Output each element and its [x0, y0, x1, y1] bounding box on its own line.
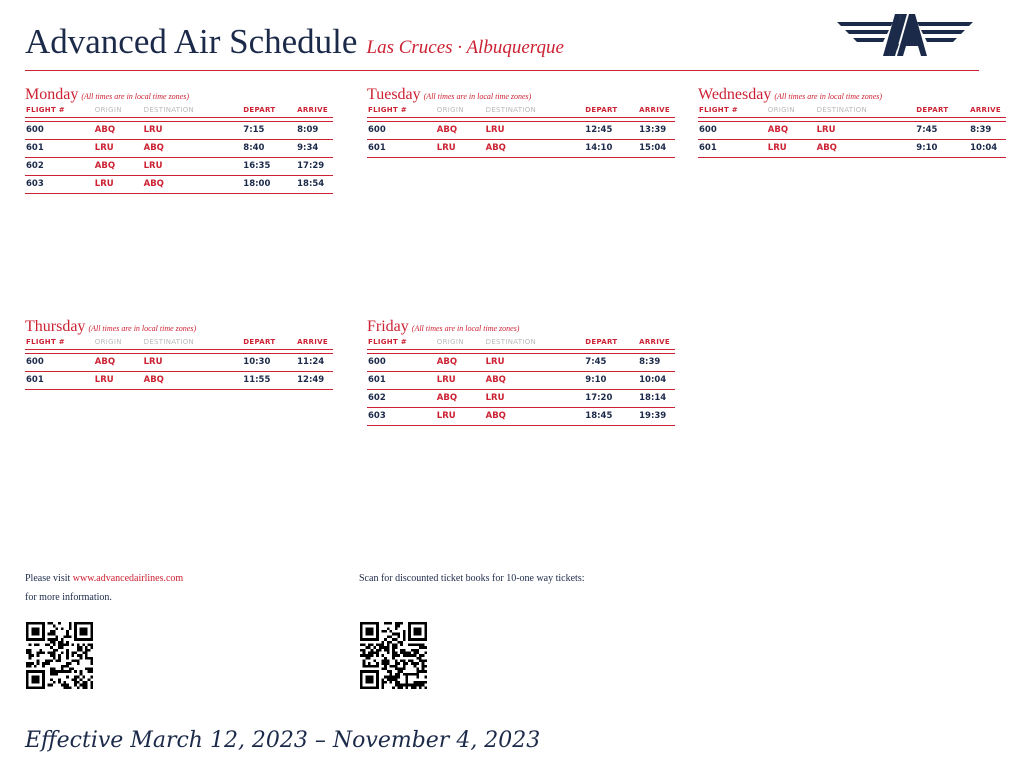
col-arrive: ARRIVE — [970, 106, 1001, 114]
table-row — [25, 140, 333, 158]
col-depart: DEPART — [585, 106, 618, 114]
col-arrive: ARRIVE — [639, 338, 670, 346]
day-name: Tuesday — [367, 86, 421, 103]
depart-time: 14:10 — [585, 143, 613, 153]
col-origin: ORIGIN — [94, 338, 122, 346]
destination: LRU — [143, 125, 163, 135]
table-header — [367, 335, 675, 350]
schedule-wednesday — [698, 84, 1006, 158]
col-origin: ORIGIN — [94, 106, 122, 114]
table-header — [25, 335, 333, 350]
depart-time: 16:35 — [243, 161, 271, 171]
arrive-time: 18:14 — [639, 393, 667, 403]
destination: ABQ — [816, 143, 837, 153]
col-origin: ORIGIN — [436, 338, 464, 346]
table-row — [698, 122, 1006, 140]
flight-rows — [25, 353, 333, 390]
depart-time: 7:45 — [916, 125, 938, 135]
arrive-time: 9:34 — [297, 143, 319, 153]
arrive-time: 19:39 — [639, 411, 667, 421]
flight-number: 600 — [368, 125, 386, 135]
depart-time: 11:55 — [243, 375, 271, 385]
scan-note: Scan for discounted ticket books for 10-one way tickets: — [359, 573, 585, 584]
col-origin: ORIGIN — [436, 106, 464, 114]
time-zone-note: (All times are in local time zones) — [411, 324, 520, 333]
origin: LRU — [436, 411, 456, 421]
destination: ABQ — [143, 143, 164, 153]
origin: LRU — [767, 143, 787, 153]
flight-rows — [698, 121, 1006, 158]
table-row — [367, 354, 675, 372]
depart-time: 18:00 — [243, 179, 271, 189]
visit-suffix: for more information. — [25, 592, 112, 603]
table-row — [698, 140, 1006, 158]
origin: LRU — [436, 375, 456, 385]
title-divider — [25, 70, 979, 71]
destination: LRU — [485, 357, 505, 367]
schedule-thursday — [25, 316, 333, 390]
flight-number: 603 — [26, 179, 44, 189]
table-row — [25, 354, 333, 372]
origin: ABQ — [94, 357, 116, 367]
arrive-time: 17:29 — [297, 161, 325, 171]
arrive-time: 10:04 — [970, 143, 998, 153]
col-depart: DEPART — [916, 106, 949, 114]
depart-time: 7:15 — [243, 125, 265, 135]
table-row — [367, 408, 675, 426]
origin: ABQ — [436, 357, 458, 367]
arrive-time: 8:09 — [297, 125, 319, 135]
col-arrive: ARRIVE — [639, 106, 670, 114]
flight-number: 603 — [368, 411, 386, 421]
time-zone-note: (All times are in local time zones) — [81, 92, 190, 101]
col-destination: DESTINATION — [485, 338, 537, 346]
col-flight: FLIGHT # — [368, 338, 407, 346]
col-destination: DESTINATION — [816, 106, 868, 114]
col-origin: ORIGIN — [767, 106, 795, 114]
flight-number: 602 — [26, 161, 44, 171]
col-flight: FLIGHT # — [699, 106, 738, 114]
depart-time: 7:45 — [585, 357, 607, 367]
effective-dates: Effective March 12, 2023 – November 4, 2023 — [25, 728, 541, 753]
advanced-air-logo-icon — [835, 10, 975, 60]
destination: LRU — [485, 125, 505, 135]
qr-code-ticket-books-icon[interactable] — [360, 622, 427, 689]
col-destination: DESTINATION — [143, 106, 195, 114]
depart-time: 10:30 — [243, 357, 271, 367]
depart-time: 18:45 — [585, 411, 613, 421]
col-flight: FLIGHT # — [26, 338, 65, 346]
table-row — [25, 158, 333, 176]
table-row — [367, 122, 675, 140]
col-flight: FLIGHT # — [368, 106, 407, 114]
destination: ABQ — [143, 375, 164, 385]
origin: ABQ — [94, 161, 116, 171]
arrive-time: 10:04 — [639, 375, 667, 385]
col-arrive: ARRIVE — [297, 106, 328, 114]
table-header — [367, 103, 675, 118]
time-zone-note: (All times are in local time zones) — [88, 324, 197, 333]
time-zone-note: (All times are in local time zones) — [423, 92, 532, 101]
destination: LRU — [143, 357, 163, 367]
depart-time: 8:40 — [243, 143, 265, 153]
origin: ABQ — [94, 125, 116, 135]
depart-time: 17:20 — [585, 393, 613, 403]
destination: ABQ — [485, 411, 506, 421]
flight-number: 600 — [699, 125, 717, 135]
col-flight: FLIGHT # — [26, 106, 65, 114]
origin: LRU — [94, 375, 114, 385]
origin: ABQ — [436, 125, 458, 135]
route-subtitle: Las Cruces · Albuquerque — [366, 37, 564, 58]
qr-code-website-icon[interactable] — [26, 622, 93, 689]
flight-number: 601 — [26, 375, 44, 385]
arrive-time: 8:39 — [970, 125, 992, 135]
day-name: Wednesday — [698, 86, 772, 103]
depart-time: 12:45 — [585, 125, 613, 135]
schedule-friday — [367, 316, 675, 426]
table-row — [25, 122, 333, 140]
depart-time: 9:10 — [585, 375, 607, 385]
col-destination: DESTINATION — [143, 338, 195, 346]
depart-time: 9:10 — [916, 143, 938, 153]
col-depart: DEPART — [243, 106, 276, 114]
flight-number: 601 — [26, 143, 44, 153]
page-title-row — [25, 22, 564, 68]
table-header — [25, 103, 333, 118]
table-header — [698, 103, 1006, 118]
flight-number: 600 — [26, 125, 44, 135]
col-depart: DEPART — [243, 338, 276, 346]
flight-number: 601 — [699, 143, 717, 153]
flight-number: 600 — [26, 357, 44, 367]
schedule-monday — [25, 84, 333, 194]
table-row — [25, 372, 333, 390]
origin: LRU — [94, 143, 114, 153]
arrive-time: 11:24 — [297, 357, 325, 367]
destination: ABQ — [485, 375, 506, 385]
flight-rows — [367, 121, 675, 158]
origin: ABQ — [436, 393, 458, 403]
page-title: Advanced Air Schedule — [25, 22, 358, 61]
table-row — [367, 372, 675, 390]
time-zone-note: (All times are in local time zones) — [774, 92, 883, 101]
destination: ABQ — [143, 179, 164, 189]
col-arrive: ARRIVE — [297, 338, 328, 346]
visit-note — [25, 569, 183, 607]
flight-number: 600 — [368, 357, 386, 367]
schedule-tuesday — [367, 84, 675, 158]
flight-number: 601 — [368, 375, 386, 385]
origin: LRU — [436, 143, 456, 153]
table-row — [367, 390, 675, 408]
visit-prefix: Please visit — [25, 573, 71, 584]
origin: LRU — [94, 179, 114, 189]
flight-number: 602 — [368, 393, 386, 403]
arrive-time: 13:39 — [639, 125, 667, 135]
arrive-time: 15:04 — [639, 143, 667, 153]
destination: LRU — [816, 125, 836, 135]
destination: ABQ — [485, 143, 506, 153]
flight-number: 601 — [368, 143, 386, 153]
col-depart: DEPART — [585, 338, 618, 346]
website-link[interactable]: www.advancedairlines.com — [72, 573, 184, 584]
arrive-time: 18:54 — [297, 179, 325, 189]
table-row — [25, 176, 333, 194]
arrive-time: 12:49 — [297, 375, 325, 385]
day-name: Thursday — [25, 318, 86, 335]
day-name: Monday — [25, 86, 79, 103]
table-row — [367, 140, 675, 158]
destination: LRU — [143, 161, 163, 171]
flight-rows — [367, 353, 675, 426]
arrive-time: 8:39 — [639, 357, 661, 367]
col-destination: DESTINATION — [485, 106, 537, 114]
day-name: Friday — [367, 318, 409, 335]
origin: ABQ — [767, 125, 789, 135]
destination: LRU — [485, 393, 505, 403]
flight-rows — [25, 121, 333, 194]
